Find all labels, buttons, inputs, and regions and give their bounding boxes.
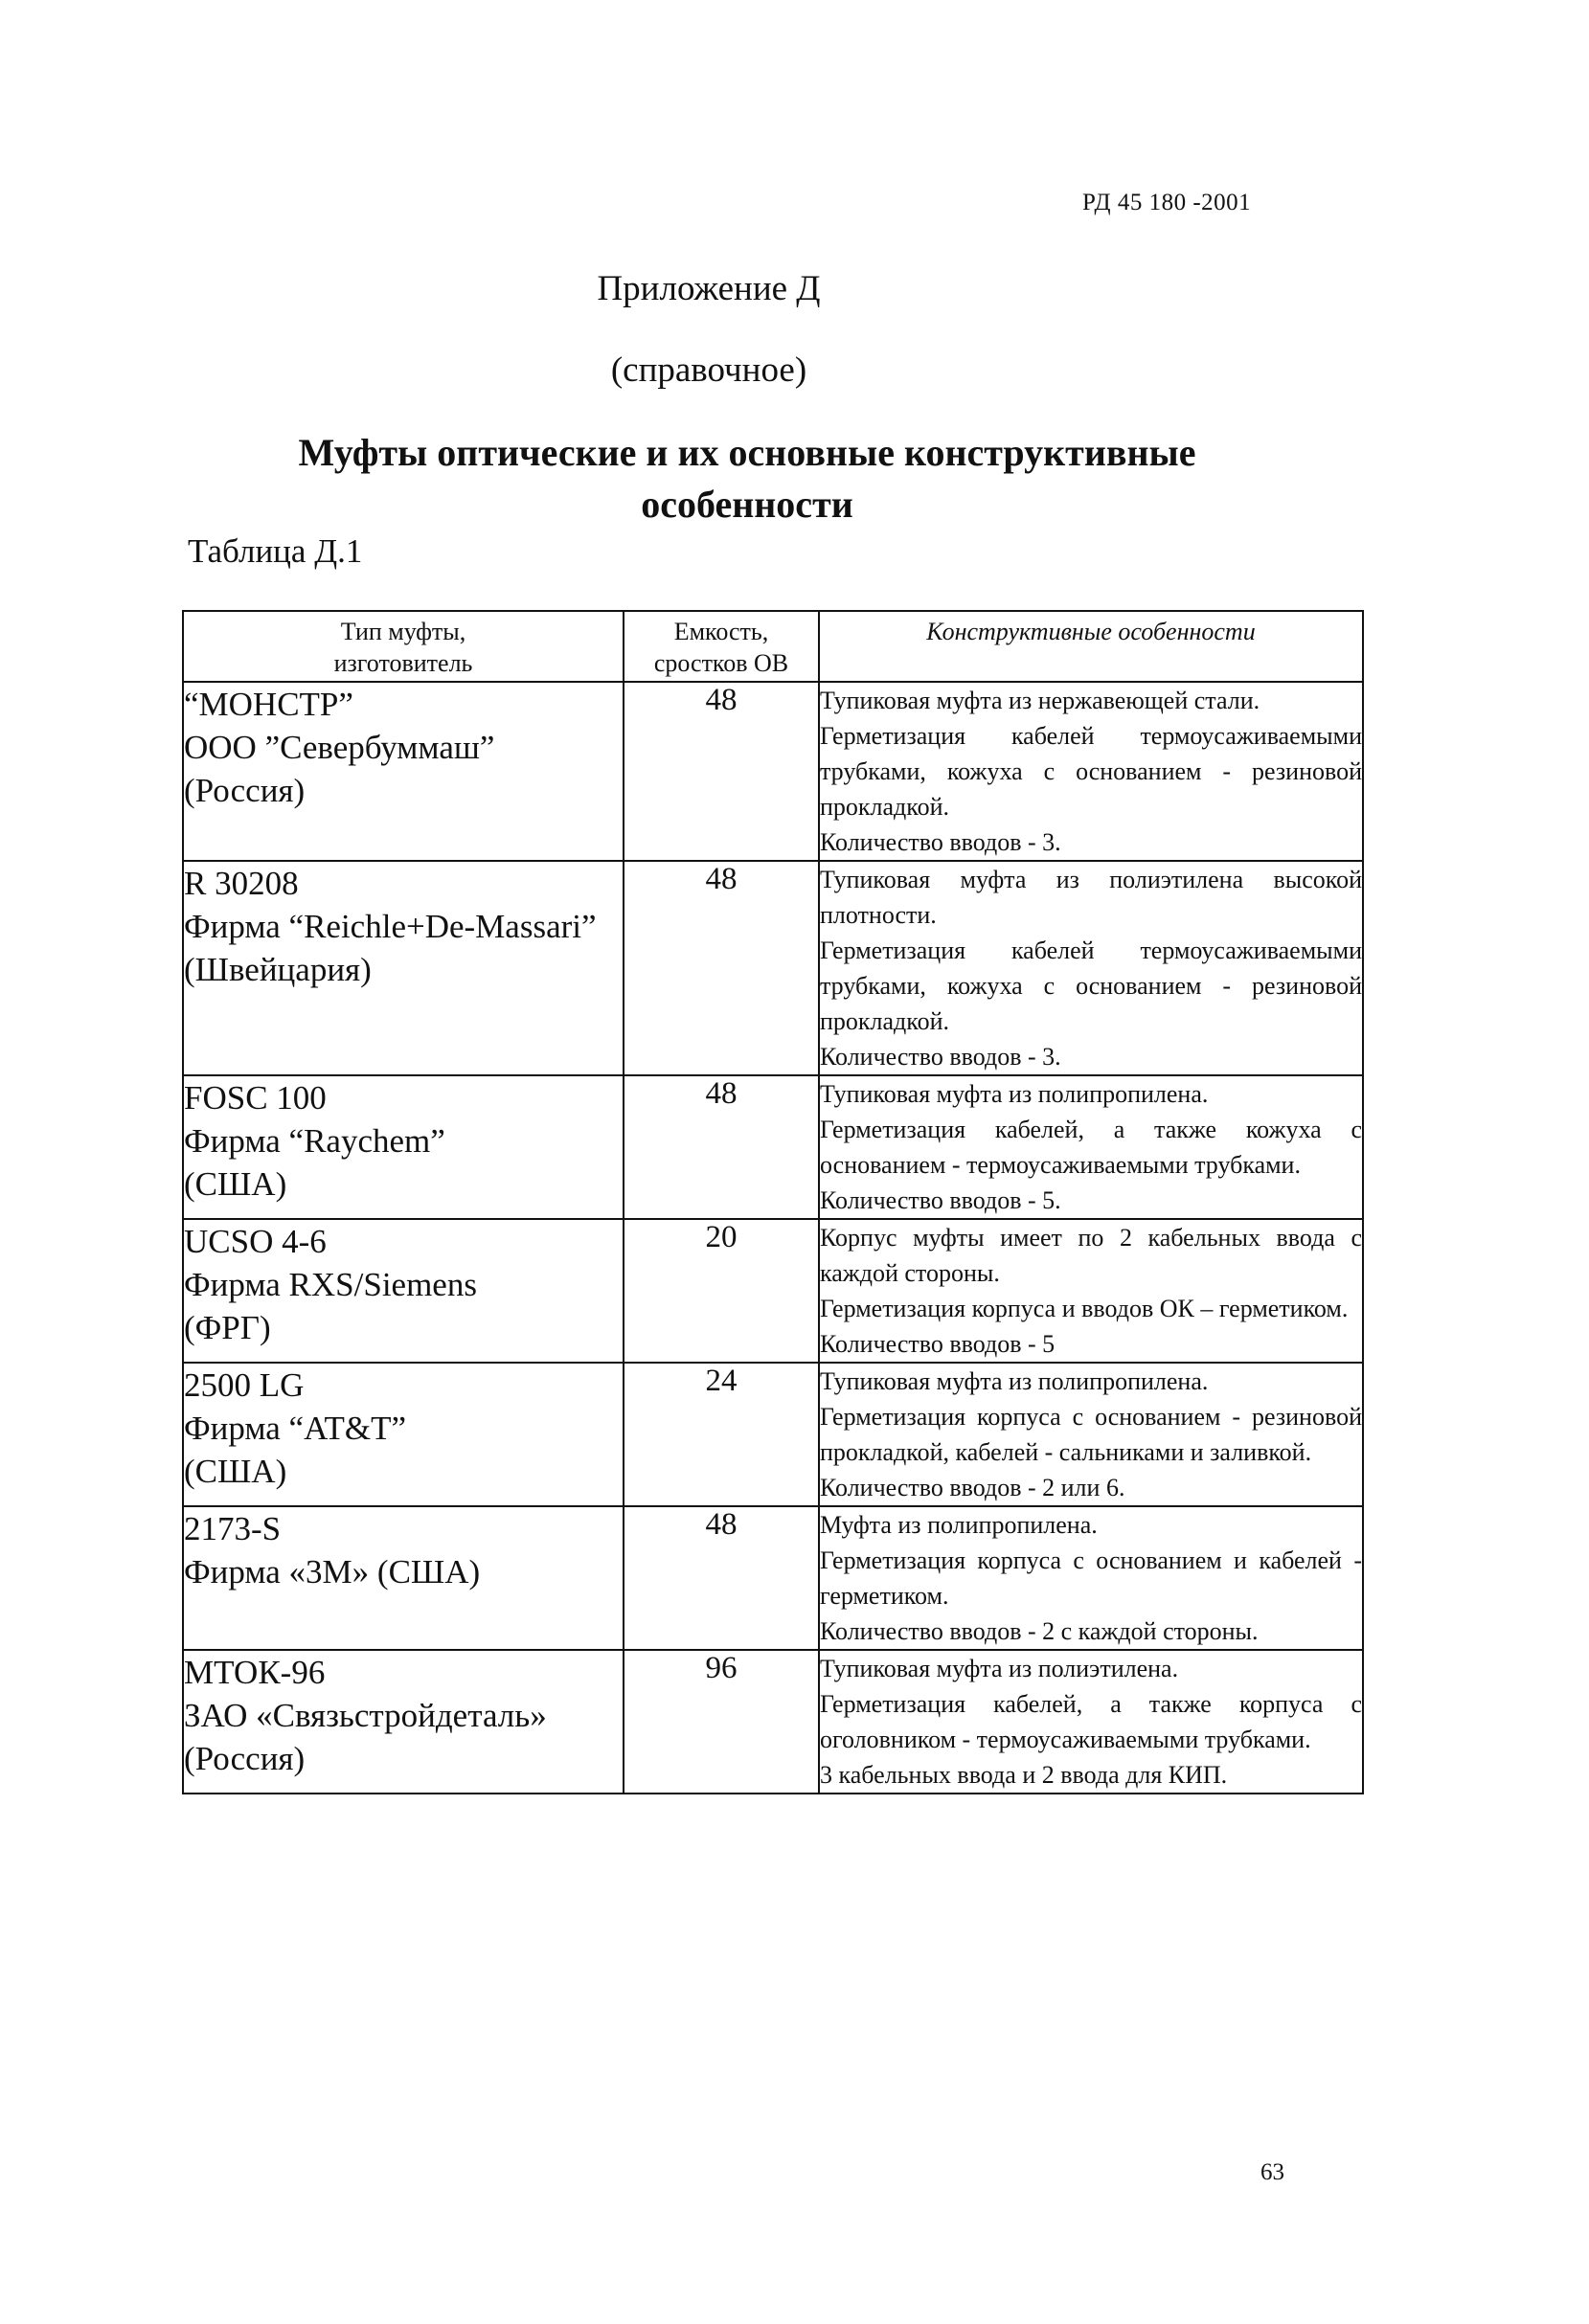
- main-heading: [249, 427, 1245, 530]
- closure-type-line: FOSC 100: [184, 1079, 327, 1117]
- capacity-cell: 48: [624, 1506, 819, 1650]
- closure-type-line: (Россия): [184, 772, 306, 809]
- table-label: Таблица Д.1: [188, 532, 363, 570]
- closure-type-line: Фирма “Raychem”: [184, 1122, 445, 1160]
- features-cell: [819, 1650, 1363, 1794]
- feature-paragraph: Герметизация кабелей термоусаживаемыми трубками, кожуха с основанием - резиновой прокладкой.: [820, 722, 1362, 821]
- closure-type-line: (США): [184, 1453, 287, 1490]
- closure-type-line: “МОНСТР”: [184, 686, 353, 723]
- feature-paragraph: Тупиковая муфта из нержавеющей стали.: [820, 687, 1260, 714]
- table-body: [183, 682, 1363, 1794]
- features-cell: [819, 1363, 1363, 1506]
- appendix-title: Приложение Д: [597, 269, 821, 308]
- appendix-note: (справочное): [610, 350, 807, 390]
- closure-type-line: Фирма «3М» (США): [184, 1553, 481, 1591]
- capacity-cell: 24: [624, 1363, 819, 1506]
- feature-paragraph: Тупиковая муфта из полиэтилена.: [820, 1655, 1179, 1682]
- closure-type-line: (Швейцария): [184, 951, 372, 988]
- feature-paragraph: Герметизация кабелей, а также кожуха с основанием - термоусаживаемыми трубками.: [820, 1116, 1362, 1179]
- closure-type-line: 2173-S: [184, 1510, 282, 1547]
- closure-type-line: Фирма “AT&T”: [184, 1410, 406, 1447]
- capacity-cell: 48: [624, 861, 819, 1075]
- closure-type-line: 2500 LG: [184, 1366, 305, 1404]
- table-row: [183, 682, 1363, 861]
- feature-paragraph: Количество вводов - 5: [820, 1330, 1056, 1358]
- closure-type-line: Фирма “Reichle+De-Massari”: [184, 908, 597, 945]
- closure-type-cell: [183, 1075, 624, 1219]
- table-row: [183, 1506, 1363, 1650]
- features-cell: [819, 682, 1363, 861]
- closure-type-line: UCSO 4-6: [184, 1223, 327, 1260]
- main-heading-line-2: особенности: [641, 483, 853, 526]
- feature-paragraph: Муфта из полипропилена.: [820, 1511, 1098, 1539]
- features-cell: [819, 1075, 1363, 1219]
- feature-paragraph: Тупиковая муфта из полипропилена.: [820, 1367, 1209, 1395]
- feature-paragraph: Герметизация кабелей термоусаживаемыми трубками, кожуха с основанием - резиновой прокладкой.: [820, 936, 1362, 1035]
- closure-type-line: (Россия): [184, 1740, 306, 1777]
- closure-type-cell: [183, 1219, 624, 1363]
- feature-paragraph: 3 кабельных ввода и 2 ввода для КИП.: [820, 1761, 1228, 1789]
- feature-paragraph: Количество вводов - 3.: [820, 1043, 1061, 1071]
- table-row: [183, 861, 1363, 1075]
- document-code: РД 45 180 -2001: [1082, 190, 1252, 215]
- feature-paragraph: Герметизация корпуса и вводов ОК – герметиком.: [820, 1295, 1349, 1322]
- feature-paragraph: Герметизация кабелей, а также корпуса с оголовником - термоусаживаемыми трубками.: [820, 1690, 1362, 1753]
- header-type: [183, 611, 624, 682]
- closure-type-cell: [183, 1363, 624, 1506]
- feature-paragraph: Тупиковая муфта из полипропилена.: [820, 1080, 1209, 1108]
- capacity-cell: 20: [624, 1219, 819, 1363]
- table-row: [183, 1363, 1363, 1506]
- feature-paragraph: Герметизация корпуса с основанием - резиновой прокладкой, кабелей - сальниками и заливкой.: [820, 1403, 1362, 1466]
- header-type-line-1: Тип муфты,: [340, 618, 466, 645]
- closure-type-line: ООО ”Севербуммаш”: [184, 729, 495, 766]
- feature-paragraph: Количество вводов - 3.: [820, 828, 1061, 856]
- main-heading-line-1: Муфты оптические и их основные конструктивные: [298, 431, 1196, 474]
- closure-type-line: Фирма RXS/Siemens: [184, 1266, 477, 1303]
- header-capacity-line-1: Емкость,: [673, 618, 769, 645]
- feature-paragraph: Корпус муфты имеет по 2 кабельных ввода с каждой стороны.: [820, 1224, 1362, 1287]
- features-cell: [819, 1506, 1363, 1650]
- capacity-cell: 96: [624, 1650, 819, 1794]
- closure-type-line: МТОК-96: [184, 1654, 326, 1691]
- table-row: [183, 1075, 1363, 1219]
- capacity-cell: 48: [624, 682, 819, 861]
- closure-type-cell: [183, 861, 624, 1075]
- feature-paragraph: Герметизация корпуса с основанием и кабелей - герметиком.: [820, 1546, 1362, 1610]
- header-type-line-2: изготовитель: [333, 649, 473, 677]
- feature-paragraph: Тупиковая муфта из полиэтилена высокой плотности.: [820, 866, 1362, 929]
- features-cell: [819, 861, 1363, 1075]
- header-capacity: [624, 611, 819, 682]
- closure-type-line: (США): [184, 1165, 287, 1203]
- table-row: [183, 1219, 1363, 1363]
- closure-type-line: R 30208: [184, 865, 299, 902]
- closure-type-cell: [183, 682, 624, 861]
- closure-type-line: ЗАО «Связьстройдеталь»: [184, 1697, 547, 1734]
- closure-type-cell: [183, 1506, 624, 1650]
- page-number: 63: [1260, 2159, 1284, 2185]
- table-header-row: [183, 611, 1363, 682]
- capacity-cell: 48: [624, 1075, 819, 1219]
- table-row: [183, 1650, 1363, 1794]
- closure-type-cell: [183, 1650, 624, 1794]
- feature-paragraph: Количество вводов - 5.: [820, 1186, 1061, 1214]
- splice-closures-table: [182, 610, 1364, 1794]
- closure-type-line: (ФРГ): [184, 1309, 271, 1346]
- features-cell: [819, 1219, 1363, 1363]
- header-features: Конструктивные особенности: [819, 611, 1363, 682]
- header-capacity-line-2: сростков ОВ: [653, 649, 789, 677]
- feature-paragraph: Количество вводов - 2 или 6.: [820, 1474, 1125, 1501]
- feature-paragraph: Количество вводов - 2 с каждой стороны.: [820, 1617, 1259, 1645]
